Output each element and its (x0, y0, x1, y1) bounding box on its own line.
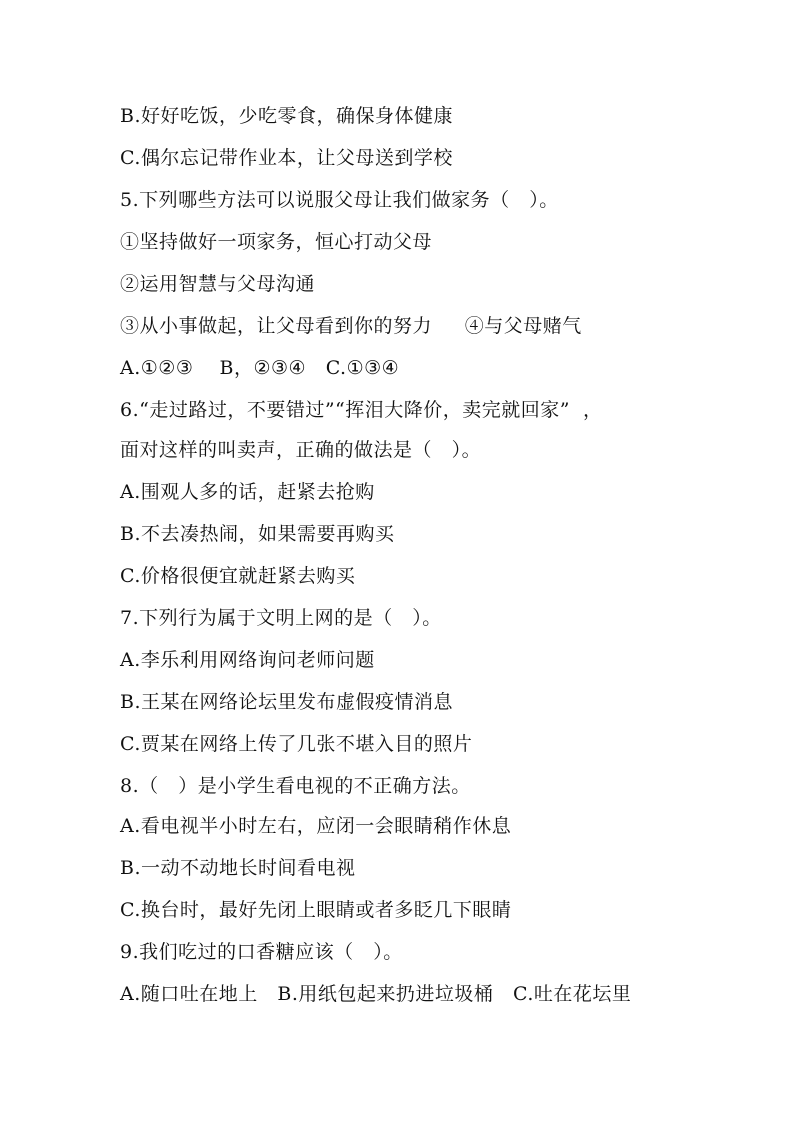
q6-option-a: A.围观人多的话，赶紧去抢购 (120, 481, 375, 503)
q7-option-a: A.李乐利用网络询问老师问题 (120, 649, 375, 671)
q5-statement-2: ②运用智慧与父母沟通 (120, 273, 316, 295)
q8-option-a: A.看电视半小时左右，应闭一会眼睛稍作休息 (120, 815, 512, 837)
q8-option-c: C.换台时，最好先闭上眼睛或者多眨几下眼睛 (120, 899, 512, 921)
question-7: 7.下列行为属于文明上网的是（ ）。 (120, 607, 442, 629)
q6-option-b: B.不去凑热闹，如果需要再购买 (120, 523, 395, 545)
q9-options: A.随口吐在地上 B.用纸包起来扔进垃圾桶 C.吐在花坛里 (120, 983, 632, 1005)
q8-option-b: B.一动不动地长时间看电视 (120, 857, 356, 879)
question-9: 9.我们吃过的口香糖应该（ ）。 (120, 941, 403, 963)
question-6-line-1: 6.“走过路过，不要错过”“挥泪大降价，卖完就回家” ， (120, 399, 603, 421)
question-6-line-2: 面对这样的叫卖声，正确的做法是（ ）。 (120, 439, 482, 461)
question-8: 8.（ ）是小学生看电视的不正确方法。 (120, 775, 471, 797)
q4-option-b: B.好好吃饭，少吃零食，确保身体健康 (120, 105, 454, 127)
q5-options: A.①②③ B，②③④ C.①③④ (120, 357, 400, 379)
q7-option-b: B.王某在网络论坛里发布虚假疫情消息 (120, 691, 454, 713)
q4-option-c: C.偶尔忘记带作业本，让父母送到学校 (120, 147, 453, 169)
q7-option-c: C.贾某在网络上传了几张不堪入目的照片 (120, 733, 473, 755)
question-5: 5.下列哪些方法可以说服父母让我们做家务（ ）。 (120, 189, 559, 211)
q5-statement-1: ①坚持做好一项家务，恒心打动父母 (120, 231, 433, 253)
q5-statement-3-4: ③从小事做起，让父母看到你的努力 ④与父母赌气 (120, 315, 582, 337)
q6-option-c: C.价格很便宜就赶紧去购买 (120, 565, 356, 587)
